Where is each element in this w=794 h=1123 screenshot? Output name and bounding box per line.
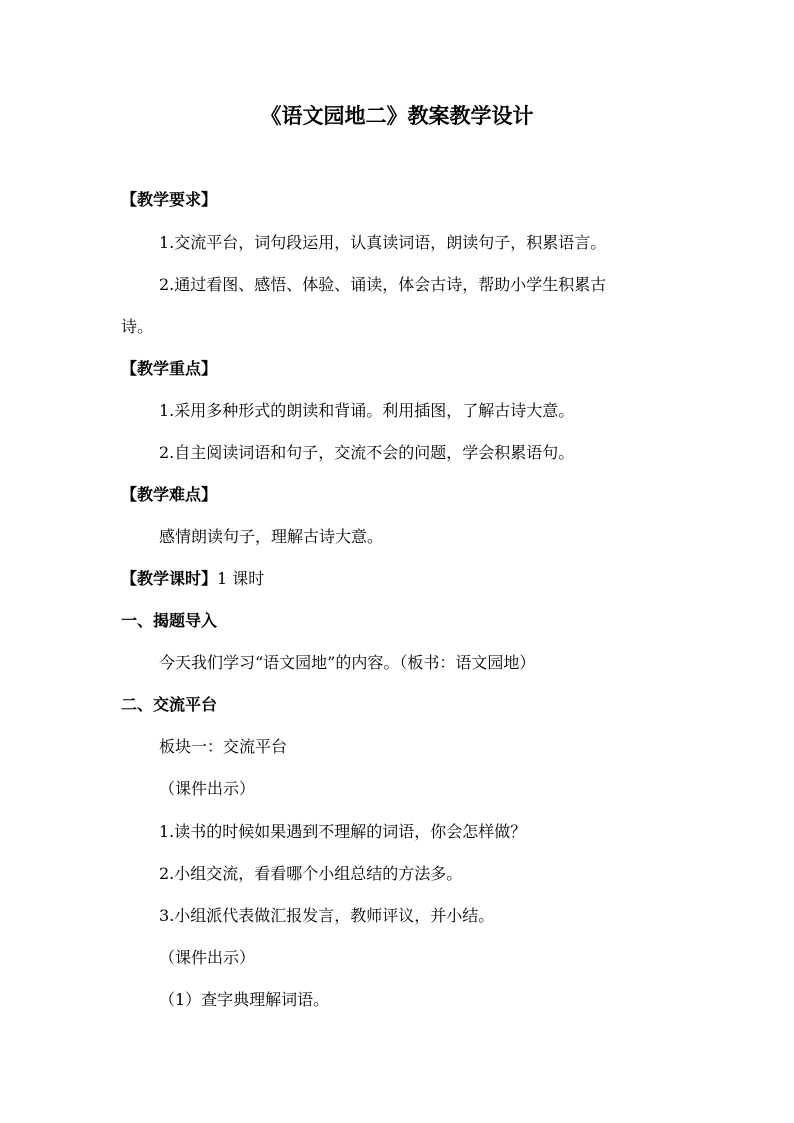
difficulties-text: 感情朗读句子，理解古诗大意。 [159,527,384,546]
difficulties-heading: 【教学难点】 [121,485,218,504]
key-points-heading: 【教学重点】 [121,359,218,378]
section-2-item-1: 1.读书的时候如果遇到不理解的词语，你会怎样做？ [159,822,527,841]
section-2-item-3: 3.小组派代表做汇报发言，教师评议，并小结。 [159,906,495,925]
requirements-heading: 【教学要求】 [121,190,218,209]
section-1-heading: 一、揭题导入 [121,611,218,630]
courseware-note-2: （课件出示） [159,948,256,967]
section-2-heading: 二、交流平台 [121,695,218,714]
courseware-note-1: （课件出示） [159,779,256,798]
section-1-text: 今天我们学习“语文园地”的内容。（板书：语文园地） [159,653,536,672]
requirements-item-2: 2.通过看图、感悟、体验、诵读，体会古诗，帮助小学生积累古 [159,275,607,294]
section-2-sub-item-1: （1）查字典理解词语。 [159,990,330,1009]
class-hours-heading: 【教学课时】 [121,569,218,588]
document-title: 《语文园地二》教案教学设计 [260,103,534,128]
section-2-item-2: 2.小组交流，看看哪个小组总结的方法多。 [159,864,463,883]
requirements-item-1: 1.交流平台，词句段运用，认真读词语，朗读句子，积累语言。 [159,233,607,252]
section-2-block-label: 板块一：交流平台 [159,737,288,756]
class-hours-line [121,567,264,591]
key-points-item-2: 2.自主阅读词语和句子，交流不会的问题，学会积累语句。 [159,443,575,462]
key-points-item-1: 1.采用多种形式的朗读和背诵。利用插图，了解古诗大意。 [159,401,575,420]
class-hours-value: 1 课时 [217,569,265,588]
requirements-item-2-continued: 诗。 [121,317,154,336]
